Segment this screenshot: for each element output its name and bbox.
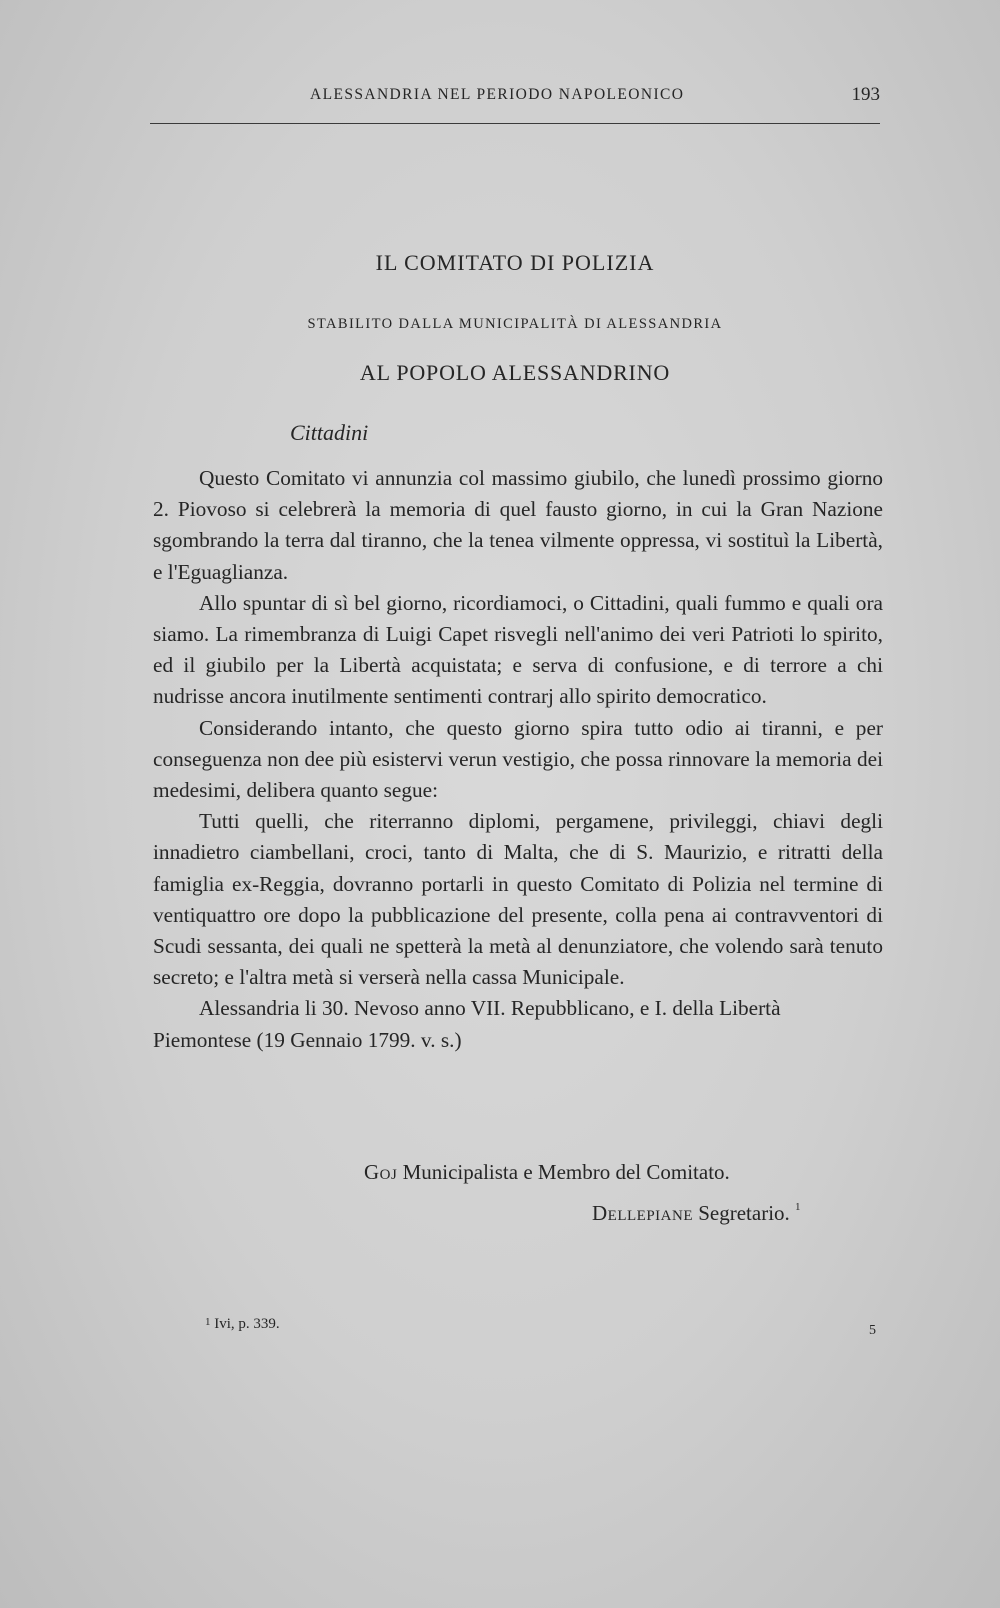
footnote-marker: 1 [795, 1201, 801, 1213]
header-rule [150, 123, 880, 124]
page-number: 193 [851, 84, 880, 105]
paragraph: Considerando intanto, che questo giorno spira tutto odio ai tiranni, e per conseguenza non dee più esistervi verun vestigio, che possa rinnovare la memoria dei medesimi, delibera quanto segue: [153, 715, 883, 803]
document-address: AL POPOLO ALESSANDRINO [359, 360, 671, 385]
footnote [205, 1316, 280, 1333]
date-line: Alessandria li 30. Nevoso anno VII. Repubblicano, e I. della Libertà Piemontese (19 Gennaio 1799. v. s.) [153, 996, 781, 1052]
document-subtitle: STABILITO DALLA MUNICIPALITÀ DI ALESSANDRIA [307, 316, 723, 332]
salutation: Cittadini [290, 420, 369, 445]
printer-signature-mark: 5 [869, 1323, 876, 1338]
signer-goj [364, 1160, 730, 1185]
signer-dellepiane [592, 1201, 801, 1226]
signer-role: Segretario. [698, 1201, 790, 1225]
footnote-text: Ivi, p. 339. [214, 1316, 280, 1332]
document-title: IL COMITATO DI POLIZIA [375, 250, 655, 275]
signer-role: Municipalista e Membro del Comitato. [402, 1160, 730, 1184]
running-title: ALESSANDRIA NEL PERIODO NAPOLEONICO [310, 86, 685, 103]
paragraph: Questo Comitato vi annunzia col massimo giubilo, che lunedì prossimo giorno 2. Piovoso si celebrerà la memoria di quel fausto giorno, in cui la Gran Nazione sgombrando la terra dal tiranno, che la tenea vilmente oppressa, vi sostituì la Libertà, e l'Eguaglianza. [153, 466, 883, 584]
proclamation-body [153, 463, 883, 1056]
running-head [150, 84, 880, 114]
signer-name: Dellepiane [592, 1201, 693, 1225]
signer-name: Goj [364, 1160, 398, 1184]
paragraph: Allo spuntar di sì bel giorno, ricordiamoci, o Cittadini, quali fummo e quali ora siamo. La rimembranza di Luigi Capet risvegli nell'animo dei veri Patrioti lo spirito, ed il giubilo per la Libertà acquistata; e serva di confusione, e di terrore a chi nudrisse ancora inutilmente sentimenti contrarj allo spirito democratico. [153, 590, 883, 709]
paragraph: Tutti quelli, che riterranno diplomi, pergamene, privileggi, chiavi degli innadietro ciambellani, croci, tanto di Malta, che di S. Maurizio, e ritratti della famiglia ex-Reggia, dovranno portarli in questo Comitato di Polizia nel termine di ventiquattro ore dopo la pubblicazione del presente, colla pena ai contravventori di Scudi sessanta, dei quali ne spetterà la metà al denunziatore, che volendo sarà tenuto secreto; e l'altra metà si verserà nella cassa Municipale. [153, 809, 883, 990]
footnote-number: 1 [205, 1316, 211, 1328]
